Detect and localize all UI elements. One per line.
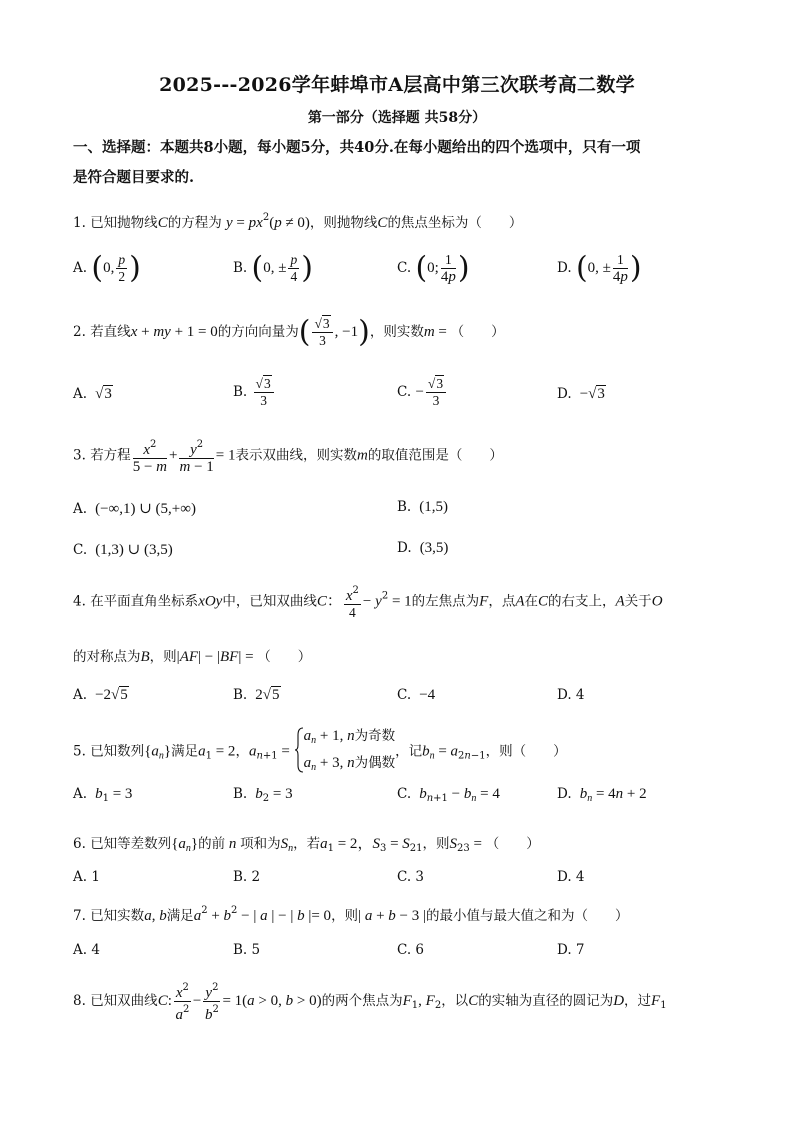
q4-stem-j: （ ）	[257, 649, 312, 665]
q6-stem-f: （ ）	[485, 836, 540, 852]
q3-opt-c-label: C.	[73, 542, 88, 558]
q5-opt-b-label: B.	[233, 786, 248, 802]
q7-stem-b: 满足	[166, 908, 194, 924]
part-heading: 第一部分（选择题 共58分）	[307, 110, 487, 126]
q2-number: 2.	[73, 324, 86, 340]
q2-option-b[interactable]: B. $\frac{√3}{3}$	[233, 376, 276, 409]
q4-opt-c-label: C.	[397, 687, 412, 703]
q4-option-a[interactable]: A. −2√5	[73, 687, 128, 703]
section-instruction	[73, 133, 733, 193]
q5-case-1: 为奇数	[354, 728, 396, 744]
q6-option-d[interactable]: D. 4	[557, 869, 585, 885]
q4-stem-d: ，点	[488, 593, 516, 610]
q5-number: 5.	[73, 743, 86, 760]
q5-option-c[interactable]: C. $b_{n+1} - b_n = 4$	[397, 786, 500, 804]
q1-stem-b: 的方程为	[167, 215, 222, 231]
question-1: 1. 已知抛物线C的方程为 $y = px^2(p \ne 0)$，则抛物线C的焦点坐标为（ ）	[73, 212, 523, 231]
q5-stem-b: 满足	[171, 743, 199, 760]
q2-stem-a: 若直线	[90, 324, 131, 340]
q6-option-a[interactable]: A. 1	[73, 869, 100, 885]
q2-opt-d-label: D.	[557, 386, 572, 402]
q4-stem-i: ，则	[149, 649, 177, 665]
q4-option-c[interactable]: C. −4	[397, 687, 436, 703]
q7-option-a[interactable]: A. 4	[73, 942, 100, 958]
instruction-line-2: 是符合题目要求的.	[73, 169, 195, 186]
q5-stem-d: ，记	[395, 743, 423, 760]
q3-option-c[interactable]: C. (1,3) ∪ (3,5)	[73, 542, 173, 558]
q4-option-d[interactable]	[557, 687, 585, 703]
q1-stem-d: 的焦点坐标为（ ）	[387, 215, 523, 231]
q3-number: 3.	[73, 447, 86, 464]
q4-opt-d-label: D. 4	[557, 687, 585, 703]
q1-option-d[interactable]: D. (0, ± $\frac{1}{4p}$ )	[557, 250, 642, 286]
q8-stem-c: ，以	[441, 993, 469, 1009]
q4-stem-g: 关于	[624, 593, 652, 610]
q1-stem-c: ，则抛物线	[309, 215, 378, 231]
q6-option-c[interactable]: C. 3	[397, 869, 425, 885]
q3-opt-d-label: D.	[397, 540, 412, 556]
q1-opt-a-label: A.	[73, 260, 88, 276]
q4-opt-a-label: A.	[73, 687, 88, 703]
left-brace-icon	[294, 727, 304, 773]
q1-option-a[interactable]: A. (0, $\frac{p}{2}$ )	[73, 250, 141, 286]
q6-stem-b: 的前	[198, 836, 226, 852]
q5-stem-e: ，则（ ）	[485, 743, 567, 760]
q1-option-c[interactable]: C. (0; $\frac{1}{4p}$ )	[397, 250, 470, 286]
q4-stem-b: 中，已知双曲线	[222, 593, 317, 610]
q4-stem-e: 在	[524, 593, 538, 610]
q8-stem-a: 已知双曲线	[90, 993, 158, 1009]
q4-stem-c: 的左焦点为	[411, 593, 480, 610]
q2-stem-d: （ ）	[450, 324, 505, 340]
q4-stem-h: 的对称点为	[73, 649, 141, 665]
q4-option-b[interactable]: B. 2√5	[233, 687, 280, 703]
question-4-cont: 的对称点为B，则|AF| − |BF| = （ ）	[73, 649, 312, 665]
question-5: 5. 已知数列$\{a_n\}$满足$a_1 = 2$，$a_{n+1}$ = $a_n + 1$, n为奇数 $a_n + 3$, n为偶数 ，记$b_n = a_{2n-1}$，则（ ）	[73, 728, 567, 773]
question-2: 2. 若直线x + my + 1 = 0的方向向量为( $\frac{√3}{3}$ , −1)，则实数m = （ ）	[73, 314, 505, 350]
q7-stem-a: 已知实数	[90, 908, 145, 924]
q5-option-d[interactable]: D. $b_n = 4n + 2$	[557, 786, 647, 804]
q1-opt-b-label: B.	[233, 260, 248, 276]
question-7: 7. 已知实数a, b满足$a^2 + b^2$ − | a | − | b |= 0，则| a + b − 3 |的最小值与最大值之和为（ ）	[73, 905, 629, 924]
q5-opt-c-label: C.	[397, 786, 412, 802]
question-3: 3. 若方程 $\frac{x^2}{5 - m}$ + $\frac{y^2}{m - 1}$ = 1表示双曲线，则实数m的取值范围是（ ）	[73, 439, 503, 475]
q5-stem-a: 已知数列	[90, 743, 145, 760]
q7-stem-d: 的最小值与最大值之和为（ ）	[426, 908, 629, 924]
q8-stem-d: 的实轴为直径的圆记为	[478, 993, 614, 1009]
q4-number: 4.	[73, 593, 86, 610]
q1-stem-a: 已知抛物线	[90, 215, 158, 231]
q7-option-c[interactable]: C. 6	[397, 942, 425, 958]
q4-stem-a: 在平面直角坐标系	[90, 593, 199, 610]
q4-opt-b-label: B.	[233, 687, 248, 703]
q6-option-b[interactable]: B. 2	[233, 869, 261, 885]
q6-stem-d: ，若	[293, 836, 321, 852]
q1-option-b[interactable]: B. (0, ± $\frac{p}{4}$ )	[233, 250, 313, 286]
q5-opt-d-label: D.	[557, 786, 572, 802]
q3-option-a[interactable]: A. (−∞,1) ∪ (5,+∞)	[73, 501, 196, 517]
q5-stem-c: ，	[235, 743, 249, 760]
question-4: 4. 在平面直角坐标系xOy中，已知双曲线C： $\frac{x^2}{4}$ − $y^2 = 1$的左焦点为F，点A在C的右支上，A关于O	[73, 585, 663, 620]
q2-opt-b-label: B.	[233, 384, 248, 400]
q1-opt-c-label: C.	[397, 260, 412, 276]
q8-stem-b: 的两个焦点为	[321, 993, 403, 1009]
question-6: 6. 已知等差数列$\{a_n\}$的前 n 项和为$S_n$，若$a_1 = 2$，$S_3 = S_{21}$，则$S_{23}$ = （ ）	[73, 836, 540, 854]
q7-stem-c: ，则	[331, 908, 359, 924]
q2-opt-a-label: A.	[73, 386, 88, 402]
q3-opt-b-label: B.	[397, 499, 412, 515]
q1-number: 1.	[73, 215, 86, 231]
q5-case-2: 为偶数	[354, 755, 396, 771]
q2-option-d[interactable]: D. −√3	[557, 386, 605, 402]
q8-stem-e: ，过	[624, 993, 652, 1009]
q1-opt-d-label: D.	[557, 260, 572, 276]
page-title: 2025---2026学年蚌埠市A层高中第三次联考高二数学	[159, 74, 635, 96]
q2-stem-c: ，则实数	[369, 324, 424, 340]
q6-stem-c: 项和为	[240, 836, 281, 852]
q2-option-c[interactable]: C. − $\frac{√3}{3}$	[397, 376, 448, 409]
q8-number: 8.	[73, 993, 86, 1009]
q3-stem-b: 表示双曲线，则实数	[235, 447, 357, 464]
q3-option-b[interactable]: B. (1,5)	[397, 499, 449, 515]
instruction-line-1: 一、选择题：本题共8小题，每小题5分，共40分.在每小题给出的四个选项中，只有一项	[73, 139, 641, 156]
question-8: 8. 已知双曲线C: $\frac{x^2}{a^2}$ − $\frac{y^2}{b^2}$ = 1(a > 0, b > 0)的两个焦点为$F_1$, $F_2$，以C的实轴为直径的圆记为D，过$F_1$	[73, 982, 667, 1023]
q4-stem-f: 的右支上，	[548, 593, 616, 610]
q3-opt-a-label: A.	[73, 501, 88, 517]
q6-stem-e: ，则	[422, 836, 450, 852]
q2-opt-c-label: C.	[397, 384, 412, 400]
q3-option-d[interactable]: D. (3,5)	[397, 540, 449, 556]
q2-option-a[interactable]: A. √3	[73, 386, 112, 402]
q5-opt-a-label: A.	[73, 786, 88, 802]
q2-stem-b: 的方向向量为	[217, 324, 299, 340]
q7-number: 7.	[73, 908, 86, 924]
q6-number: 6.	[73, 836, 86, 852]
q7-option-b[interactable]: B. 5	[233, 942, 261, 958]
q5-option-b[interactable]: B. $b_2 = 3$	[233, 786, 293, 804]
q5-option-a[interactable]: A. $b_1 = 3$	[73, 786, 133, 804]
q7-option-d[interactable]: D. 7	[557, 942, 585, 958]
q6-stem-a: 已知等差数列	[90, 836, 172, 852]
q3-stem-a: 若方程	[90, 447, 131, 464]
q3-stem-c: 的取值范围是（ ）	[367, 447, 503, 464]
